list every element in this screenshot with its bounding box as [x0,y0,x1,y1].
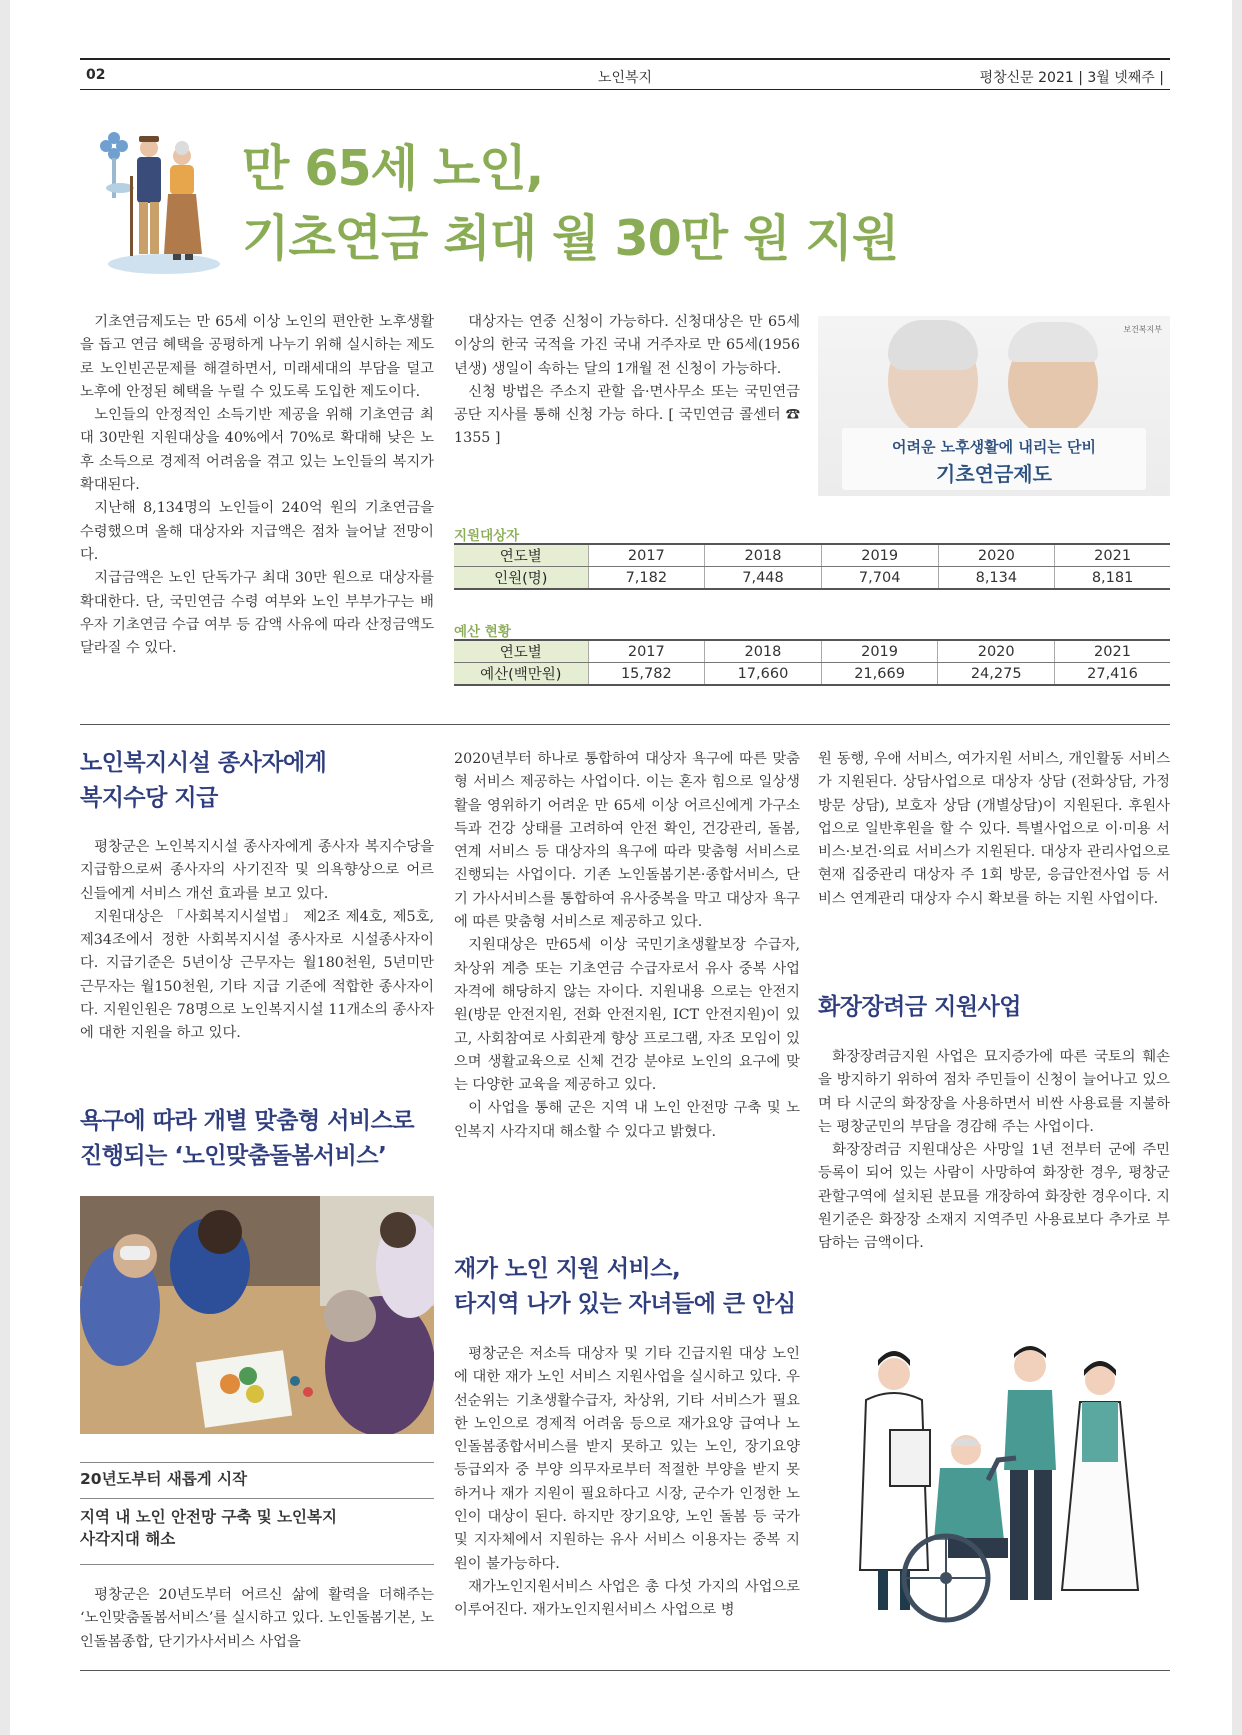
table-cell: 2017 [588,544,705,567]
elderly-couple-illustration [94,126,224,276]
allowance-headline [80,746,434,816]
table-header-cell: 예산(백만원) [454,663,588,686]
photo-caption-line2: 기초연금제도 [936,462,1052,486]
table-cell: 2021 [1055,640,1171,663]
paragraph: 신청 방법은 주소지 관할 읍·면사무소 또는 국민연금공단 지사를 통해 신청 가능 하다. [ 국민연금 콜센터 ☎ 1355 ] [454,383,800,447]
table-header-cell: 연도별 [454,544,588,567]
headline-line: 노인복지시설 종사자에게 [80,750,327,776]
table-cell: 24,275 [938,663,1055,686]
main-headline-line2: 기초연금 최대 월 30만 원 지원 [242,210,899,267]
care-photo-drawing [80,1196,434,1434]
main-article-col1 [80,311,434,660]
paragraph: 지난해 8,134명의 노인들이 240억 원의 기초연금을 수령했으며 올해 대상자와 지급액은 점차 늘어날 전망이다. [80,500,434,563]
subhead-rule [80,1498,434,1499]
home-service-headline [454,1252,814,1322]
paragraph: 지원대상은 만65세 이상 국민기초생활보장 수급자, 차상위 계층 또는 기초연금 수급자로서 유사 중복 사업 자격에 해당하지 않는 자이다. 지원내용 으로는 안전지원(방문 안전지원, 전화 안전지원, ICT 안전지원)이 있고, 사회참여로 사회관계 향상 프로그램, 자조 모임이 있으며 생활교육으로 신체 건강 분야로 노인의 요구에 맞는 다양한 교육을 제공하고 있다. [454,937,800,1094]
paragraph: 화장장려금 지원대상은 사망일 1년 전부터 군에 주민등록이 되어 있는 사람이 사망하여 화장한 경우, 평창군 관할구역에 설치된 분묘를 개장하여 화장한 경우이다. 지원기준은 화장장 소재지 지역주민 사용료보다 추가로 부담하는 금액이다. [818,1142,1170,1252]
paragraph: 화장장려금지원 사업은 묘지증가에 따른 국토의 훼손을 방지하기 위하여 점차 주민들이 신청이 늘어나고 있으며 타 시군의 화장장을 사용하면서 비싼 사용료를 지불하는 평창군민의 부담을 경감해 주는 사업이다. [818,1049,1170,1135]
paragraph: 지급금액은 노인 단독가구 최대 30만 원으로 대상자를 확대한다. 단, 국민연금 수령 여부와 노인 부부가구는 배우자 기초연금 수급 여부 등 감액 사유에 따라 산정금액도 달라질 수 있다. [80,570,435,657]
home-service-col3 [818,748,1170,911]
paragraph: 이 사업을 통해 군은 지역 내 노인 안전망 구축 및 노인복지 사각지대 해소할 수 있다고 밝혔다. [454,1100,800,1140]
ministry-logo-text: 보건복지부 [1123,325,1162,334]
newspaper-page [10,0,1232,1735]
table-cell: 2018 [705,544,822,567]
table-cell: 8,181 [1055,567,1170,590]
table-cell: 7,182 [588,567,705,590]
hair-shape [888,320,978,370]
table-row [454,567,1170,590]
funeral-headline: 화장장려금 지원사업 [818,994,1021,1020]
subhead-rule [80,1564,434,1565]
table-cell: 15,782 [588,663,705,686]
paragraph: 노인들의 안정적인 소득기반 제공을 위해 기초연금 최대 30만원 지원대상을 40%에서 70%로 확대해 낮은 노후 소득으로 경제적 어려움을 겪고 있는 노인들의 복지가 확대된다. [80,407,434,494]
hair-shape [1008,322,1098,362]
recipients-table [454,543,1170,590]
budget-table [454,639,1170,686]
headline-line: 욕구에 따라 개별 맞춤형 서비스로 [80,1108,415,1134]
table-cell: 2021 [1055,544,1170,567]
paragraph: 기초연금제도는 만 65세 이상 노인의 편안한 노후생활을 돕고 연금 혜택을 공평하게 나누기 위해 실시하는 제도로 노인빈곤문제를 해결하면서, 미래세대의 부담을 덜고 노후에 안정된 혜택을 누릴 수 있도록 도입한 제도이다. [80,314,435,400]
pension-promo-photo [818,316,1170,496]
table-cell: 7,448 [705,567,822,590]
home-service-body [454,1343,800,1623]
section-name: 노인복지 [597,70,653,86]
subhead-line: 지역 내 노인 안전망 구축 및 노인복지 [80,1508,337,1526]
table-header-cell: 연도별 [454,640,588,663]
table-cell: 2020 [938,640,1055,663]
allowance-body [80,836,434,1046]
main-headline [242,134,898,274]
table-cell: 7,704 [821,567,938,590]
table-header-cell: 인원(명) [454,567,588,590]
care-subhead-2 [80,1506,434,1550]
subhead-rule [80,1462,434,1463]
care-body-col1 [80,1584,434,1654]
bottom-rule [80,1670,1170,1671]
table-cell: 2018 [705,640,822,663]
care-subhead-1: 20년도부터 새롭게 시작 [80,1470,248,1488]
table-row [454,663,1170,686]
paragraph: 원 동행, 우애 서비스, 여가지원 서비스, 개인활동 서비스가 지원된다. 상담사업으로 대상자 상담 (전화상담, 가정방문 상담), 보호자 상담 (개별상담)이 지원된다. 후원사업으로 일반후원을 할 수 있다. 특별사업으로 이·미용 서비스·보건·의료 서비스가 지원된다. 대상자 관리사업으로 현재 집중관리 대상자 주 1회 방문, 응급안전사업 등 서비스 연계관리 대상자 수시 확보를 하는 지원 사업이다. [818,751,1170,907]
paragraph: 평창군은 노인복지시설 종사자에게 종사자 복지수당을 지급함으로써 종사자의 사기진작 및 의욕향상으로 어르신들에게 서비스 개선 효과를 보고 있다. [80,839,434,902]
funeral-body [818,1046,1170,1256]
care-activity-photo [80,1196,434,1434]
table-label-budget: 예산 현황 [454,624,511,640]
paragraph: 평창군은 저소득 대상자 및 기타 긴급지원 대상 노인에 대한 재가 노인 서비스 지원사업을 실시하고 있다. 우선순위는 기초생활수급자, 차상위, 기타 서비스가 필요한 노인으로 경제적 어려움 등으로 재가요양 급여나 노인돌봄종합서비스를 받지 못하고 있는 노인, 장기요양 등급외자 중 부양 의무자로부터 적절한 부양을 받지 못하거나 재가 지원이 필요하다고 시장, 군수가 인정한 노인이 대상이 된다. 하지만 장기요양, 노인 돌봄 등 국가 및 지자체에서 지원하는 유사 서비스 이용자는 중복 지원이 불가능하다. [454,1346,800,1572]
table-cell: 2020 [938,544,1055,567]
table-cell: 21,669 [821,663,938,686]
table-cell: 2019 [821,544,938,567]
subhead-line: 사각지대 해소 [80,1530,176,1548]
table-cell: 27,416 [1055,663,1171,686]
headline-line: 진행되는 ‘노인맞춤돌봄서비스’ [80,1143,387,1169]
paragraph: 지원대상은 「사회복지시설법」 제2조 제4호, 제5호, 제34조에서 정한 사회복지시설 종사자로 시설종사자이다. 지급기준은 5년이상 근무자는 월180천원, 5년미만 근무자는 월150천원, 기타 지급 기준에 적합한 종사자이다. 지원인원은 78명으로 노인복지시설 11개소의 종사자에 대한 지원을 하고 있다. [80,908,434,1042]
photo-caption-line1: 어려운 노후생활에 내리는 단비 [891,438,1097,456]
table-row [454,640,1170,663]
table-cell: 2019 [821,640,938,663]
headline-line: 재가 노인 지원 서비스, [454,1256,681,1282]
care-headline [80,1104,440,1174]
headline-line: 타지역 나가 있는 자녀들에 큰 안심 [454,1291,796,1317]
page-header [80,58,1170,90]
caregivers-illustration [838,1340,1158,1630]
paragraph: 대상자는 연중 신청이 가능하다. 신청대상은 만 65세 이상의 한국 국적을 가진 국내 거주자로 만 65세(1956년생) 생일이 속하는 달의 1개월 전 신청이 가능하다. [454,314,800,377]
paragraph: 2020년부터 하나로 통합하여 대상자 욕구에 따른 맞춤형 서비스 제공하는 사업이다. 이는 혼자 힘으로 일상생활을 영위하기 어려운 만 65세 이상 어르신에게 가구소득과 건강 상태를 고려하여 안전 확인, 건강관리, 돌봄, 연계 서비스 등 대상자의 욕구에 따라 맞춤형 서비스로 진행되는 사업이다. 기존 노인돌봄기본·종합서비스, 단기 가사서비스를 통합하여 유사중복을 막고 대상자 욕구에 따른 맞춤형 서비스로 제공하고 있다. [454,751,800,931]
care-body-col2 [454,748,800,1144]
main-headline-line1: 만 65세 노인, [242,140,544,197]
table-cell: 8,134 [938,567,1055,590]
page-number: 02 [86,67,106,83]
table-row [454,544,1170,567]
table-cell: 17,660 [705,663,822,686]
paragraph: 평창군은 20년도부터 어르신 삶에 활력을 더해주는 ‘노인맞춤돌봄서비스’를 실시하고 있다. 노인돌봄기본, 노인돌봄종합, 단기가사서비스 사업을 [80,1587,435,1650]
publication-info: 평창신문 2021 | 3월 넷째주 | [979,70,1164,86]
table-cell: 2017 [588,640,705,663]
headline-line: 복지수당 지급 [80,785,218,811]
table-label-recipients: 지원대상자 [454,528,520,544]
paragraph: 재가노인지원서비스 사업은 총 다섯 가지의 사업으로 이루어진다. 재가노인지원서비스 사업으로 병 [454,1578,800,1619]
section-divider [80,724,1170,725]
main-article-col2 [454,311,800,451]
